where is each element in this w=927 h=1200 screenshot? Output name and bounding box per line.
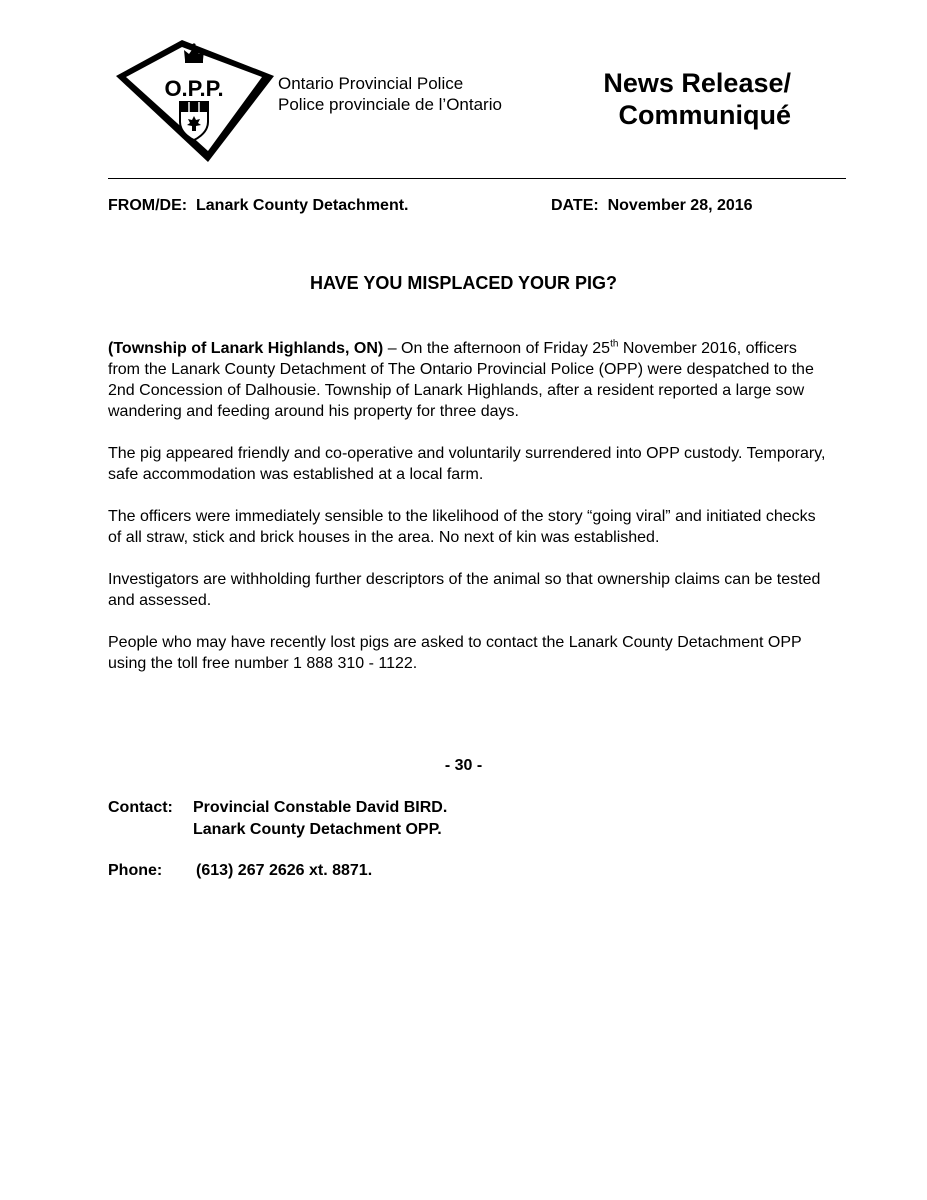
- release-title-english: News Release/: [603, 68, 791, 98]
- org-name-english: Ontario Provincial Police: [278, 74, 464, 93]
- phone-label: Phone:: [108, 862, 163, 879]
- paragraph-4: Investigators are withholding further descriptors of the animal so that ownership claims can be tested and assessed.: [108, 571, 821, 609]
- paragraph-2: The pig appeared friendly and co-operative and voluntarily surrendered into OPP custody. Temporary, safe accommodation was established at a local farm.: [108, 445, 826, 483]
- from-label: FROM/DE:: [108, 197, 188, 214]
- org-name-french: Police provinciale de l’Ontario: [278, 95, 502, 114]
- opp-crest-icon: [112, 38, 278, 164]
- news-release-title: [560, 67, 791, 131]
- end-mark: - 30 -: [444, 757, 483, 774]
- paragraph-1-text-b: November 2016, officers from the Lanark County Detachment of The Ontario Provincial Police (OPP) were despatched to the 2nd Concession of Dalhousie. Township of Lanark Highlands, after a resident reported a large sow wandering and feeding around his property for three days.: [108, 340, 814, 420]
- contact-label: Contact:: [108, 799, 173, 816]
- phone-number: (613) 267 2626 xt. 8871.: [196, 862, 373, 879]
- header-divider: [108, 178, 846, 179]
- contact-unit: Lanark County Detachment OPP.: [193, 821, 442, 838]
- release-body: [108, 338, 828, 695]
- ordinal-suffix: th: [610, 338, 619, 350]
- paragraph-1: [108, 338, 828, 422]
- paragraph-5: People who may have recently lost pigs are asked to contact the Lanark County Detachment OPP using the toll free number 1 888 310 - 1122.: [108, 634, 802, 672]
- paragraph-3: The officers were immediately sensible to the likelihood of the story “going viral” and initiated checks of all straw, stick and brick houses in the area. No next of kin was established.: [108, 508, 816, 546]
- dateline: (Township of Lanark Highlands, ON): [108, 340, 384, 357]
- organization-name: [278, 73, 502, 115]
- date-value: November 28, 2016: [607, 197, 753, 214]
- date-label: DATE:: [551, 197, 599, 214]
- contact-name: Provincial Constable David BIRD.: [193, 799, 448, 816]
- opp-logo: [112, 38, 278, 164]
- opp-logo-text: O.P.P.: [164, 76, 224, 101]
- headline: HAVE YOU MISPLACED YOUR PIG?: [309, 273, 618, 293]
- date-line: [551, 197, 753, 215]
- paragraph-1-text-a: – On the afternoon of Friday 25: [383, 340, 611, 357]
- phone-line: [108, 862, 373, 880]
- from-value: Lanark County Detachment.: [196, 197, 409, 214]
- release-title-french: Communiqué: [618, 100, 791, 130]
- from-line: [108, 197, 408, 215]
